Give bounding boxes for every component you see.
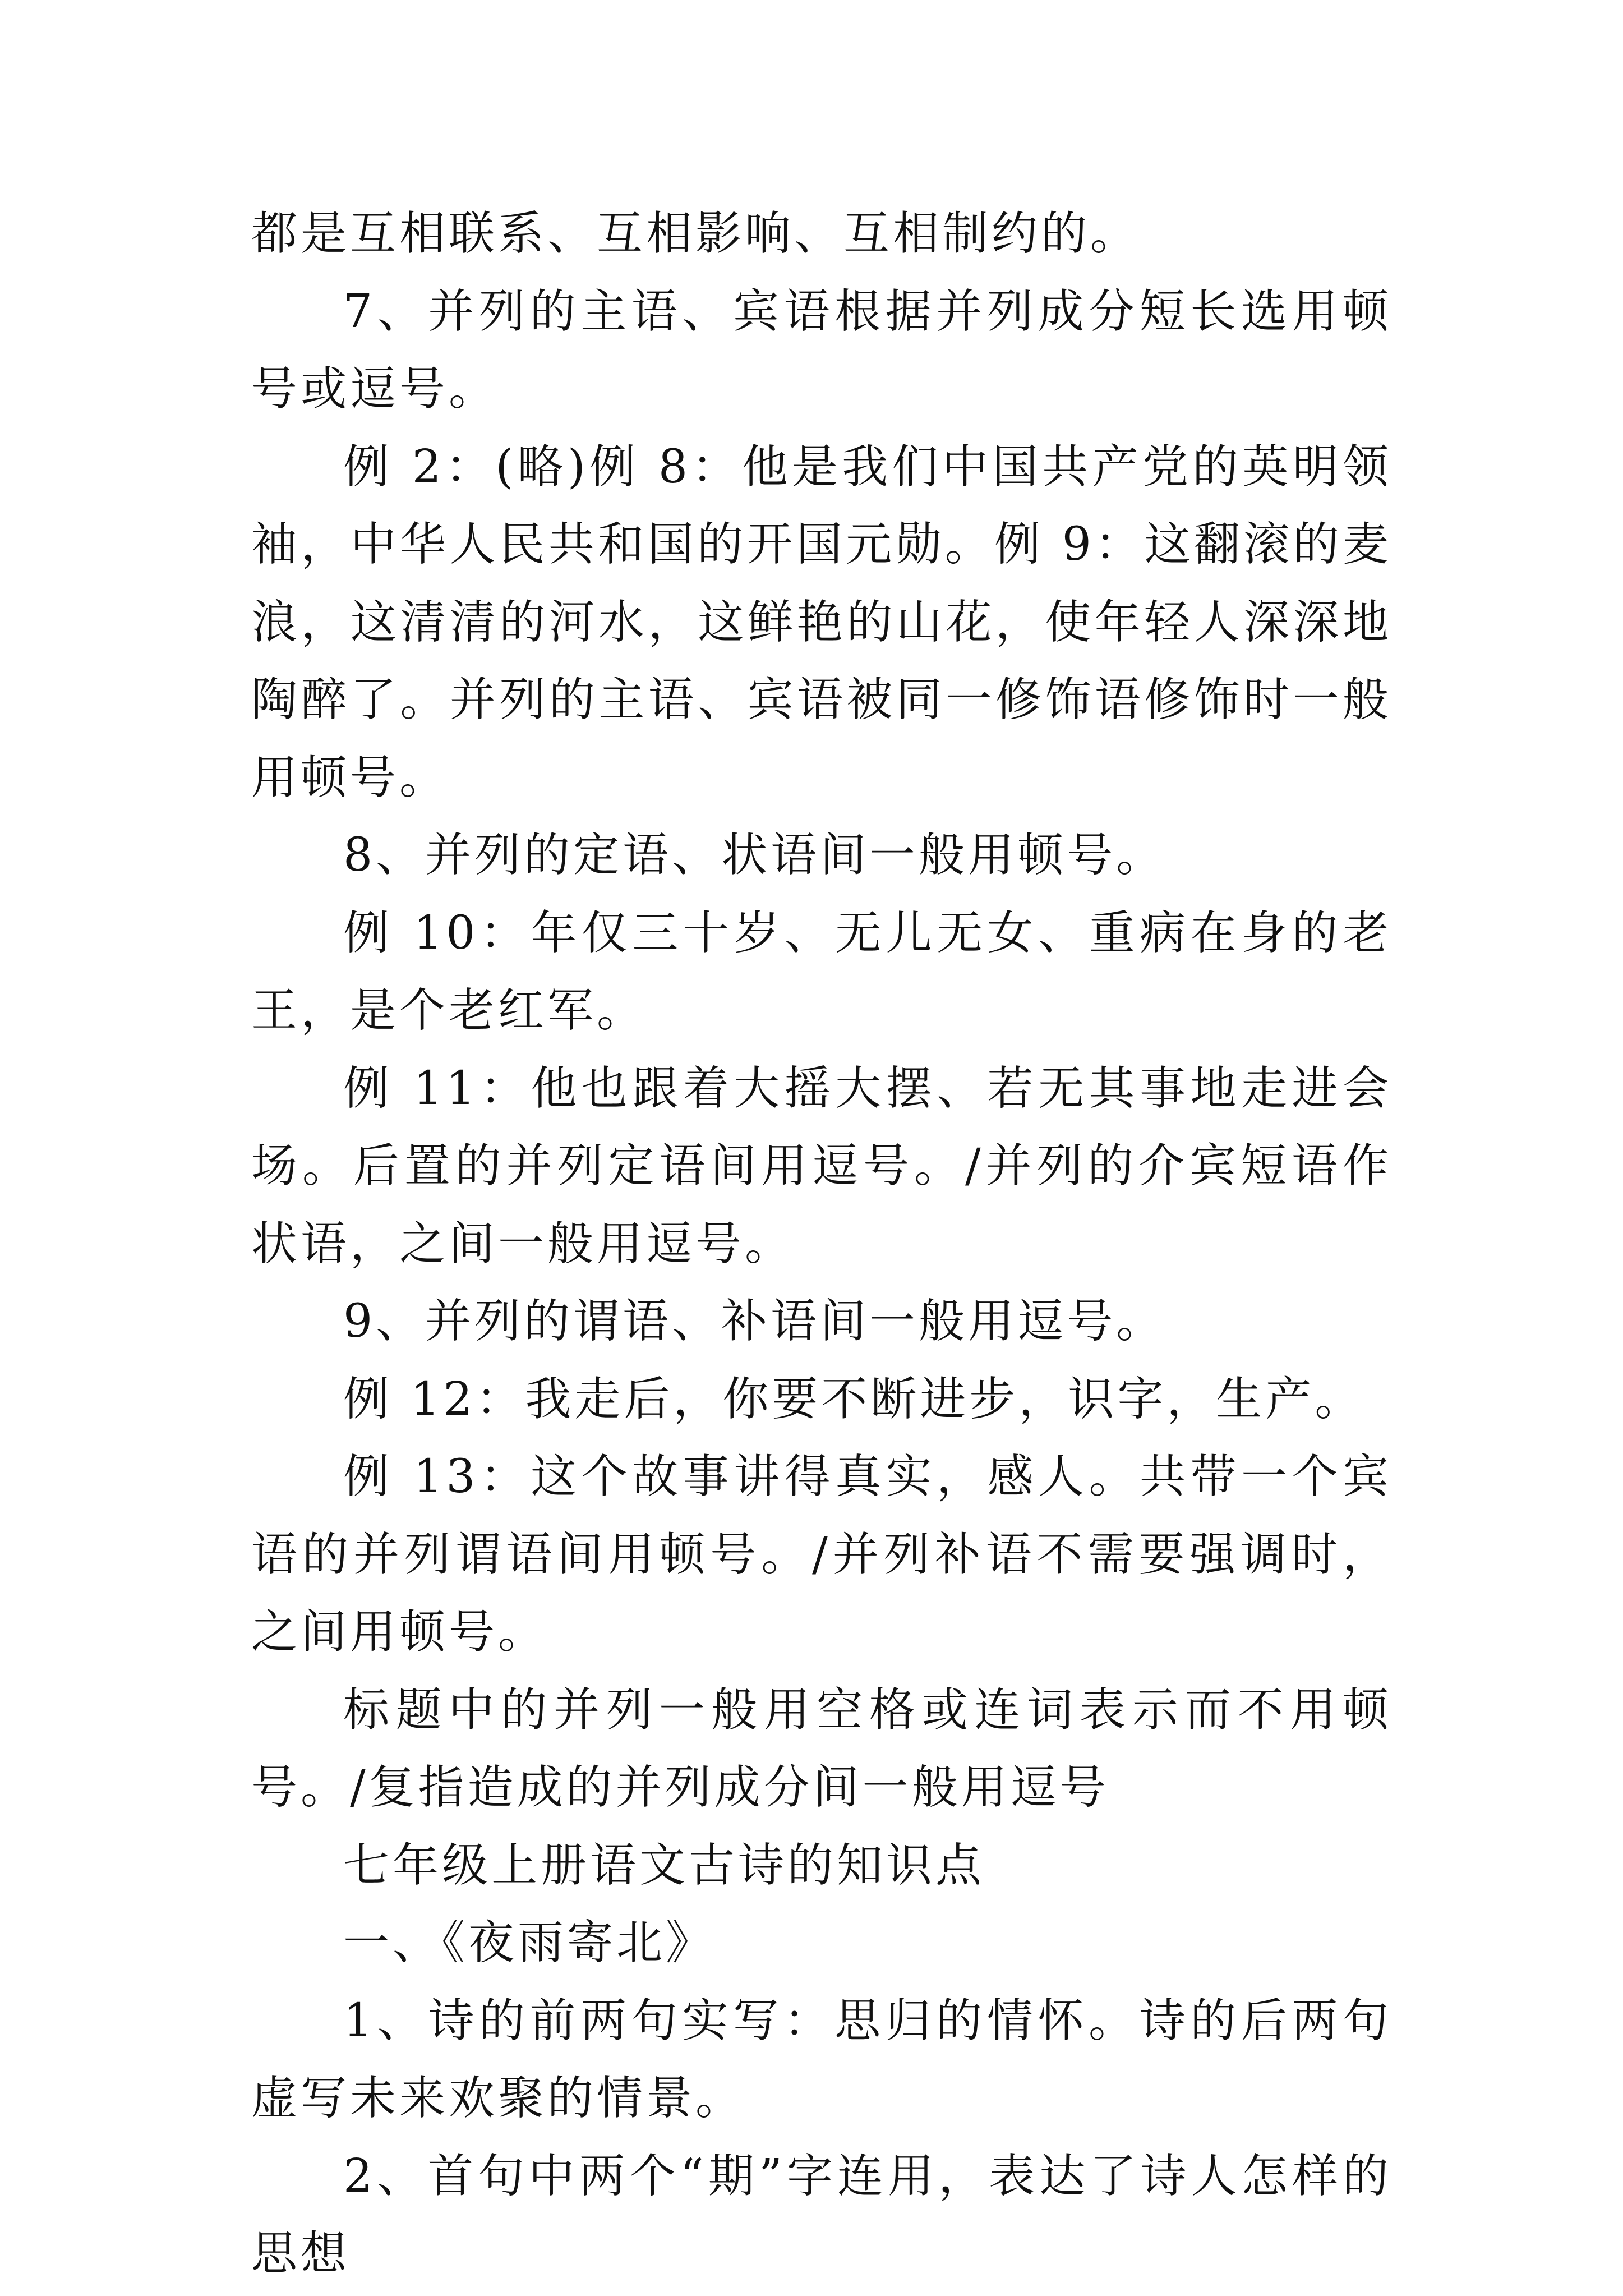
paragraph-p02: 7、并列的主语、宾语根据并列成分短长选用顿号或逗号。 <box>251 284 1392 416</box>
paragraph-p12: 一、《夜雨寄北》 <box>343 1916 716 1970</box>
paragraph-p13: 1、诗的前两句实写：思归的情怀。诗的后两句虚写未来欢聚的情景。 <box>251 1994 1392 2125</box>
paragraph-p07: 9、并列的谓语、补语间一般用逗号。 <box>343 1295 1166 1348</box>
paragraph-p03: 例 2：(略)例 8：他是我们中国共产党的英明领袖，中华人民共和国的开国元勋。例 9：这翻滚的麦浪，这清清的河水，这鲜艳的山花，使年轻人深深地陶醉了。并列的主语、宾语被同一修饰语修饰时一般用顿号。 <box>251 440 1392 804</box>
paragraph-p09: 例 13：这个故事讲得真实，感人。共带一个宾语的并列谓语间用顿号。/并列补语不需要强调时，之间用顿号。 <box>251 1450 1392 1659</box>
paragraph-p08: 例 12：我走后，你要不断进步，识字，生产。 <box>343 1372 1364 1426</box>
paragraph-p05: 例 10：年仅三十岁、无儿无女、重病在身的老王，是个老红军。 <box>251 906 1392 1037</box>
paragraph-p01: 都是互相联系、互相影响、互相制约的。 <box>251 207 1140 260</box>
paragraph-p04: 8、并列的定语、状语间一般用顿号。 <box>343 829 1166 882</box>
document-body <box>251 195 1392 2293</box>
paragraph-p11: 七年级上册语文古诗的知识点 <box>343 1838 985 1892</box>
paragraph-p06: 例 11：他也跟着大摇大摆、若无其事地走进会场。后置的并列定语间用逗号。/并列的介宾短语作状语，之间一般用逗号。 <box>251 1061 1392 1271</box>
paragraph-p10: 标题中的并列一般用空格或连词表示而不用顿号。/复指造成的并列成分间一般用逗号 <box>251 1683 1392 1814</box>
paragraph-p14: 2、首句中两个“期”字连用，表达了诗人怎样的思想 <box>251 2149 1392 2280</box>
